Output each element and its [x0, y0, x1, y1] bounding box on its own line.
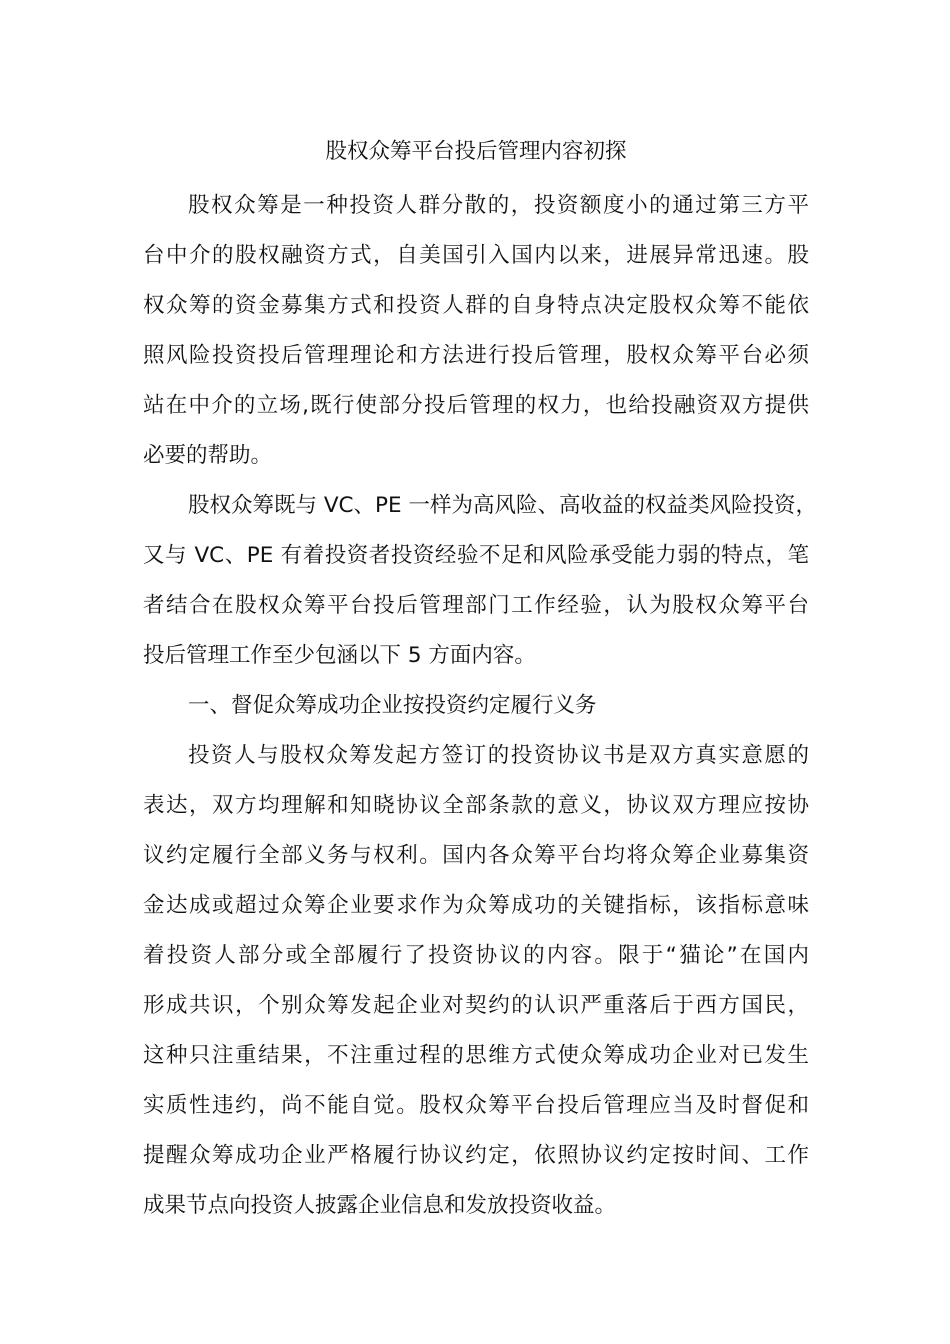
- paragraph-line: 实质性违约，尚不能自觉。股权众筹平台投后管理应当及时督促和: [143, 1093, 809, 1118]
- paragraph-section-one: [143, 731, 809, 1231]
- section-heading-text: 一、督促众筹成功企业按投资约定履行义务: [188, 693, 597, 718]
- paragraph-line: 股权众筹是一种投资人群分散的，投资额度小的通过第三方平: [188, 193, 809, 218]
- paragraph-line: 形成共识，个别众筹发起企业对契约的认识严重落后于西方国民，: [143, 993, 809, 1018]
- document-title: 股权众筹平台投后管理内容初探: [325, 139, 627, 164]
- paragraph-line: 投资人与股权众筹发起方签订的投资协议书是双方真实意愿的: [188, 743, 809, 768]
- paragraph-line: 必要的帮助。: [143, 443, 273, 468]
- paragraph-line: 站在中介的立场,既行使部分投后管理的权力，也给投融资双方提供: [143, 393, 809, 418]
- paragraph-line: 议约定履行全部义务与权利。国内各众筹平台均将众筹企业募集资: [143, 843, 809, 868]
- paragraph-line: 投后管理工作至少包涵以下 5 方面内容。: [143, 643, 536, 668]
- paragraph-line: 金达成或超过众筹企业要求作为众筹成功的关键指标，该指标意味: [143, 893, 809, 918]
- document-body: [143, 130, 817, 1231]
- paragraph-line: 又与 VC、PE 有着投资者投资经验不足和风险承受能力弱的特点，笔: [143, 543, 809, 568]
- section-heading: [143, 681, 809, 731]
- paragraph-line: 着投资人部分或全部履行了投资协议的内容。限于“猫论”在国内: [143, 943, 809, 968]
- paragraph-scope: [143, 481, 817, 681]
- paragraph-line: 照风险投资投后管理理论和方法进行投后管理，股权众筹平台必须: [143, 343, 809, 368]
- paragraph-line: 成果节点向投资人披露企业信息和发放投资收益。: [143, 1193, 617, 1218]
- paragraph-line: 台中介的股权融资方式，自美国引入国内以来，进展异常迅速。股: [143, 243, 809, 268]
- paragraph-intro: [143, 181, 809, 481]
- paragraph-line: 股权众筹既与 VC、PE 一样为高风险、高收益的权益类风险投资，: [188, 493, 817, 518]
- paragraph-line: 提醒众筹成功企业严格履行协议约定，依照协议约定按时间、工作: [143, 1143, 809, 1168]
- paragraph-line: 权众筹的资金募集方式和投资人群的自身特点决定股权众筹不能依: [143, 293, 809, 318]
- paragraph-line: 表达，双方均理解和知晓协议全部条款的意义，协议双方理应按协: [143, 793, 809, 818]
- paragraph-line: 者结合在股权众筹平台投后管理部门工作经验，认为股权众筹平台: [143, 593, 809, 618]
- paragraph-line: 这种只注重结果，不注重过程的思维方式使众筹成功企业对已发生: [143, 1043, 809, 1068]
